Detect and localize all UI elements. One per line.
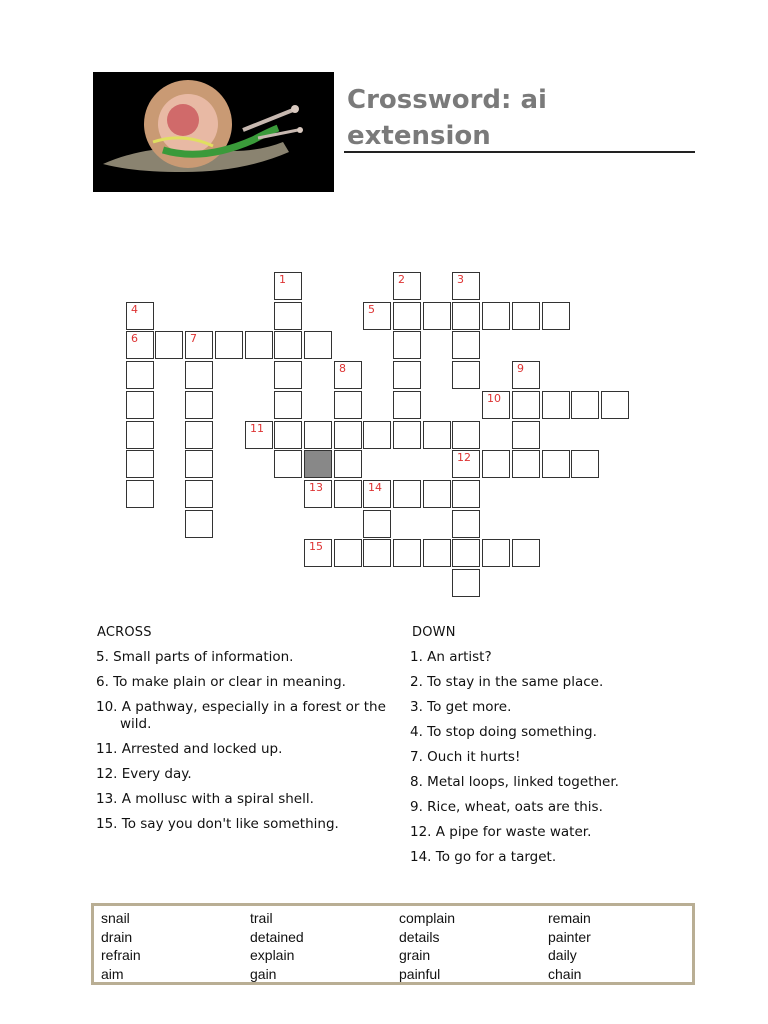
word-bank-item: remain [548, 910, 591, 926]
crossword-cell[interactable] [334, 450, 362, 478]
crossword-cell[interactable] [304, 421, 332, 449]
crossword-cell[interactable] [452, 421, 480, 449]
crossword-cell[interactable] [274, 272, 302, 300]
crossword-cell[interactable] [512, 361, 540, 389]
snail-illustration [93, 72, 334, 192]
across-clue: 11. Arrested and locked up. [96, 741, 283, 757]
crossword-cell[interactable] [185, 361, 213, 389]
clue-number: 11 [250, 422, 264, 435]
clue-number: 10 [487, 392, 501, 405]
clue-number: 9 [517, 362, 524, 375]
word-bank-item: painter [548, 928, 591, 945]
page-title: Crossword: ai extension [347, 85, 547, 151]
crossword-cell[interactable] [334, 480, 362, 508]
down-clue: 2. To stay in the same place. [410, 674, 604, 690]
crossword-cell[interactable] [512, 391, 540, 419]
clue-number: 1 [279, 273, 286, 286]
word-bank-item: drain [101, 928, 133, 945]
crossword-cell[interactable] [274, 391, 302, 419]
word-bank-item: complain [399, 910, 456, 926]
crossword-cell[interactable] [423, 302, 451, 330]
crossword-cell[interactable] [185, 450, 213, 478]
crossword-cell[interactable] [185, 480, 213, 508]
crossword-cell[interactable] [274, 361, 302, 389]
crossword-cell[interactable] [542, 450, 570, 478]
crossword-cell[interactable] [304, 480, 332, 508]
crossword-cell[interactable] [126, 421, 154, 449]
title-underline [344, 151, 695, 153]
down-clue: 3. To get more. [410, 699, 512, 715]
crossword-cell[interactable] [482, 391, 510, 419]
crossword-cell[interactable] [452, 331, 480, 359]
crossword-cell[interactable] [482, 450, 510, 478]
crossword-cell[interactable] [452, 569, 480, 597]
crossword-cell[interactable] [245, 421, 273, 449]
crossword-cell[interactable] [363, 302, 391, 330]
crossword-cell[interactable] [126, 391, 154, 419]
word-bank-item: chain [548, 965, 582, 982]
crossword-cell[interactable] [363, 510, 391, 538]
crossword-cell[interactable] [126, 361, 154, 389]
crossword-cell[interactable] [452, 450, 480, 478]
crossword-cell[interactable] [363, 539, 391, 567]
crossword-cell[interactable] [274, 450, 302, 478]
crossword-cell[interactable] [393, 331, 421, 359]
crossword-cell[interactable] [423, 480, 451, 508]
crossword-cell[interactable] [512, 421, 540, 449]
crossword-cell[interactable] [571, 391, 599, 419]
crossword-cell[interactable] [482, 302, 510, 330]
down-clue: 4. To stop doing something. [410, 724, 597, 740]
clue-number: 6 [131, 332, 138, 345]
crossword-cell[interactable] [452, 361, 480, 389]
crossword-cell[interactable] [512, 450, 540, 478]
clue-number: 13 [309, 481, 323, 494]
crossword-cell[interactable] [126, 480, 154, 508]
word-bank-item: trail [250, 910, 273, 926]
crossword-cell[interactable] [274, 421, 302, 449]
crossword-block-cell [304, 450, 332, 478]
across-clue: 13. A mollusc with a spiral shell. [96, 791, 314, 807]
crossword-cell[interactable] [482, 539, 510, 567]
down-heading: DOWN [412, 625, 456, 640]
down-clue: 1. An artist? [410, 649, 492, 665]
crossword-cell[interactable] [155, 331, 183, 359]
crossword-cell[interactable] [512, 302, 540, 330]
crossword-cell[interactable] [512, 539, 540, 567]
crossword-cell[interactable] [185, 421, 213, 449]
clue-number: 2 [398, 273, 405, 286]
crossword-cell[interactable] [393, 539, 421, 567]
crossword-cell[interactable] [542, 302, 570, 330]
crossword-cell[interactable] [126, 331, 154, 359]
snail-icon [93, 72, 334, 192]
down-clue: 12. A pipe for waste water. [410, 824, 592, 840]
clue-number: 7 [190, 332, 197, 345]
crossword-cell[interactable] [126, 302, 154, 330]
crossword-cell[interactable] [334, 539, 362, 567]
crossword-cell[interactable] [393, 391, 421, 419]
clue-number: 8 [339, 362, 346, 375]
word-bank-item: explain [250, 947, 295, 963]
across-clue: 15. To say you don't like something. [96, 816, 339, 832]
word-bank-item: details [399, 928, 440, 945]
clue-number: 14 [368, 481, 382, 494]
down-clue: 9. Rice, wheat, oats are this. [410, 799, 603, 815]
crossword-cell[interactable] [571, 450, 599, 478]
crossword-cell[interactable] [215, 331, 243, 359]
crossword-cell[interactable] [601, 391, 629, 419]
crossword-cell[interactable] [185, 510, 213, 538]
word-bank [91, 903, 695, 985]
crossword-cell[interactable] [304, 539, 332, 567]
crossword-cell[interactable] [423, 421, 451, 449]
clue-number: 4 [131, 303, 138, 316]
crossword-cell[interactable] [452, 480, 480, 508]
across-clue: 5. Small parts of information. [96, 649, 294, 665]
across-clue: 12. Every day. [96, 766, 192, 782]
crossword-cell[interactable] [393, 272, 421, 300]
crossword-cell[interactable] [452, 539, 480, 567]
clue-number: 15 [309, 540, 323, 553]
across-clue-list [96, 649, 386, 841]
word-bank-item: grain [399, 947, 431, 963]
crossword-cell[interactable] [452, 302, 480, 330]
crossword-cell[interactable] [334, 361, 362, 389]
clue-number: 12 [457, 451, 471, 464]
crossword-cell[interactable] [542, 391, 570, 419]
word-bank-item: detained [250, 928, 304, 945]
crossword-cell[interactable] [185, 391, 213, 419]
down-clue: 14. To go for a target. [410, 849, 557, 865]
clue-number: 3 [457, 273, 464, 286]
crossword-cell[interactable] [245, 331, 273, 359]
crossword-cell[interactable] [393, 361, 421, 389]
word-bank-item: refrain [101, 947, 141, 963]
crossword-cell[interactable] [274, 302, 302, 330]
word-bank-item: aim [101, 965, 124, 982]
down-clue-list [410, 649, 710, 874]
down-clue: 7. Ouch it hurts! [410, 749, 521, 765]
word-bank-item: daily [548, 947, 577, 963]
crossword-cell[interactable] [452, 510, 480, 538]
across-clue: 6. To make plain or clear in meaning. [96, 674, 346, 690]
crossword-cell[interactable] [452, 272, 480, 300]
crossword-cell[interactable] [393, 421, 421, 449]
crossword-cell[interactable] [126, 450, 154, 478]
crossword-cell[interactable] [304, 331, 332, 359]
crossword-cell[interactable] [334, 391, 362, 419]
crossword-cell[interactable] [423, 539, 451, 567]
word-bank-item: gain [250, 965, 277, 982]
across-clue: 10. A pathway, especially in a forest or the wild. [96, 699, 386, 732]
clue-number: 5 [368, 303, 375, 316]
word-bank-item: snail [101, 910, 130, 926]
crossword-cell[interactable] [274, 331, 302, 359]
crossword-cell[interactable] [363, 480, 391, 508]
down-clue: 8. Metal loops, linked together. [410, 774, 619, 790]
across-heading: ACROSS [97, 625, 152, 640]
crossword-cell[interactable] [185, 331, 213, 359]
crossword-cell[interactable] [363, 421, 391, 449]
crossword-cell[interactable] [393, 302, 421, 330]
crossword-cell[interactable] [334, 421, 362, 449]
crossword-cell[interactable] [393, 480, 421, 508]
word-bank-item: painful [399, 965, 441, 982]
